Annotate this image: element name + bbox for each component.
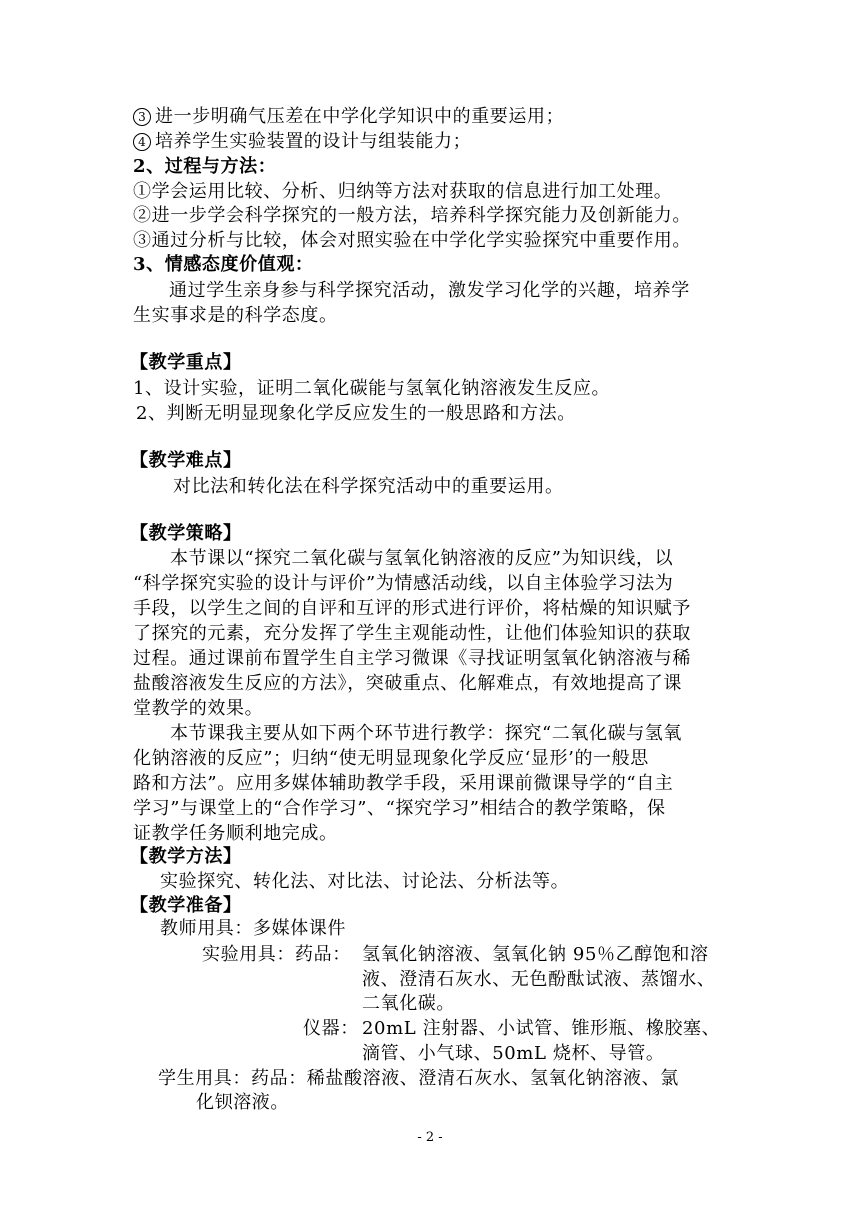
process-item: ③通过分析与比较，体会对照实验在中学化学实验探究中重要作用。 — [133, 230, 691, 251]
strategy-line: 路和方法”。应用多媒体辅助教学手段，采用课前微课导学的“自主 — [133, 773, 674, 794]
instrument-label: 仪器： — [303, 1018, 359, 1039]
section-heading-process: 2、过程与方法： — [133, 156, 277, 177]
heading-key-points: 【教学重点】 — [130, 352, 242, 373]
strategy-line: 过程。通过课前布置学生自主学习微课《寻找证明氢氧化钠溶液与稀 — [133, 648, 691, 669]
instrument-line: 滴管、小气球、50mL 烧杯、导管。 — [362, 1043, 665, 1064]
objective-item-3: 3 进一步明确气压差在中学化学知识中的重要运用； — [133, 106, 564, 128]
section-heading-attitude: 3、情感态度价值观： — [133, 254, 314, 275]
heading-preparation: 【教学准备】 — [130, 895, 242, 916]
experiment-drug-line: 液、澄清石灰水、无色酚酞试液、蒸馏水、 — [362, 969, 716, 990]
experiment-drug-label: 实验用具：药品： — [202, 944, 351, 965]
teacher-tools: 教师用具：多媒体课件 — [160, 918, 346, 939]
strategy-line: 盐酸溶液发生反应的方法》，突破重点、化解难点，有效地提高了课 — [133, 673, 682, 694]
experiment-drug-line: 二氧化碳。 — [362, 993, 455, 1014]
student-tools: 学生用具：药品：稀盐酸溶液、澄清石灰水、氢氧化钠溶液、氯 — [158, 1068, 679, 1089]
strategy-line: 本节课以“探究二氧化碳与氢氧化钠溶液的反应”为知识线，以 — [170, 548, 674, 569]
attitude-text: 通过学生亲身参与科学探究活动，激发学习化学的兴趣，培养学 — [169, 280, 690, 301]
key-point-item: 1、设计实验，证明二氧化碳能与氢氧化钠溶液发生反应。 — [133, 378, 611, 399]
heading-strategy: 【教学策略】 — [130, 523, 242, 544]
process-item: ①学会运用比较、分析、归纳等方法对获取的信息进行加工处理。 — [133, 181, 673, 202]
difficulty-text: 对比法和转化法在科学探究活动中的重要运用。 — [173, 476, 564, 497]
strategy-line: 学习”与课堂上的“合作学习”、“探究学习”相结合的教学策略，保 — [133, 798, 666, 819]
methods-text: 实验探究、转化法、对比法、讨论法、分析法等。 — [160, 871, 570, 892]
student-tools: 化钡溶液。 — [196, 1092, 289, 1113]
heading-difficulty: 【教学难点】 — [130, 450, 242, 471]
key-point-item: 2、判断无明显现象化学反应发生的一般思路和方法。 — [136, 403, 576, 424]
page-number: - 2 - — [417, 1130, 443, 1145]
strategy-line: 证教学任务顺利地完成。 — [133, 823, 338, 844]
experiment-drug-line: 氢氧化钠溶液、氢氧化钠 95％乙醇饱和溶 — [362, 944, 709, 965]
process-item: ②进一步学会科学探究的一般方法，培养科学探究能力及创新能力。 — [133, 205, 691, 226]
strategy-line: 手段，以学生之间的自评和互评的形式进行评价，将枯燥的知识赋予 — [133, 598, 691, 619]
circled-number: 3 — [133, 108, 151, 126]
strategy-line: 堂教学的效果。 — [133, 698, 264, 719]
strategy-line: 了探究的元素，充分发挥了学生主观能动性，让他们体验知识的获取 — [133, 623, 691, 644]
attitude-text: 生实事求是的科学态度。 — [133, 305, 338, 326]
objective-item-4: 4 培养学生实验装置的设计与组装能力； — [133, 131, 471, 153]
heading-methods: 【教学方法】 — [130, 846, 242, 867]
circled-number: 4 — [133, 133, 151, 151]
strategy-line: 本节课我主要从如下两个环节进行教学：探究“二氧化碳与氢氧 — [170, 723, 682, 744]
strategy-line: “科学探究实验的设计与评价”为情感活动线，以自主体验学习法为 — [133, 573, 674, 594]
instrument-line: 20mL 注射器、小试管、锥形瓶、橡胶塞、 — [362, 1018, 721, 1039]
strategy-line: 化钠溶液的反应”；归纳“使无明显现象化学反应‘显形’的一般思 — [133, 748, 649, 769]
